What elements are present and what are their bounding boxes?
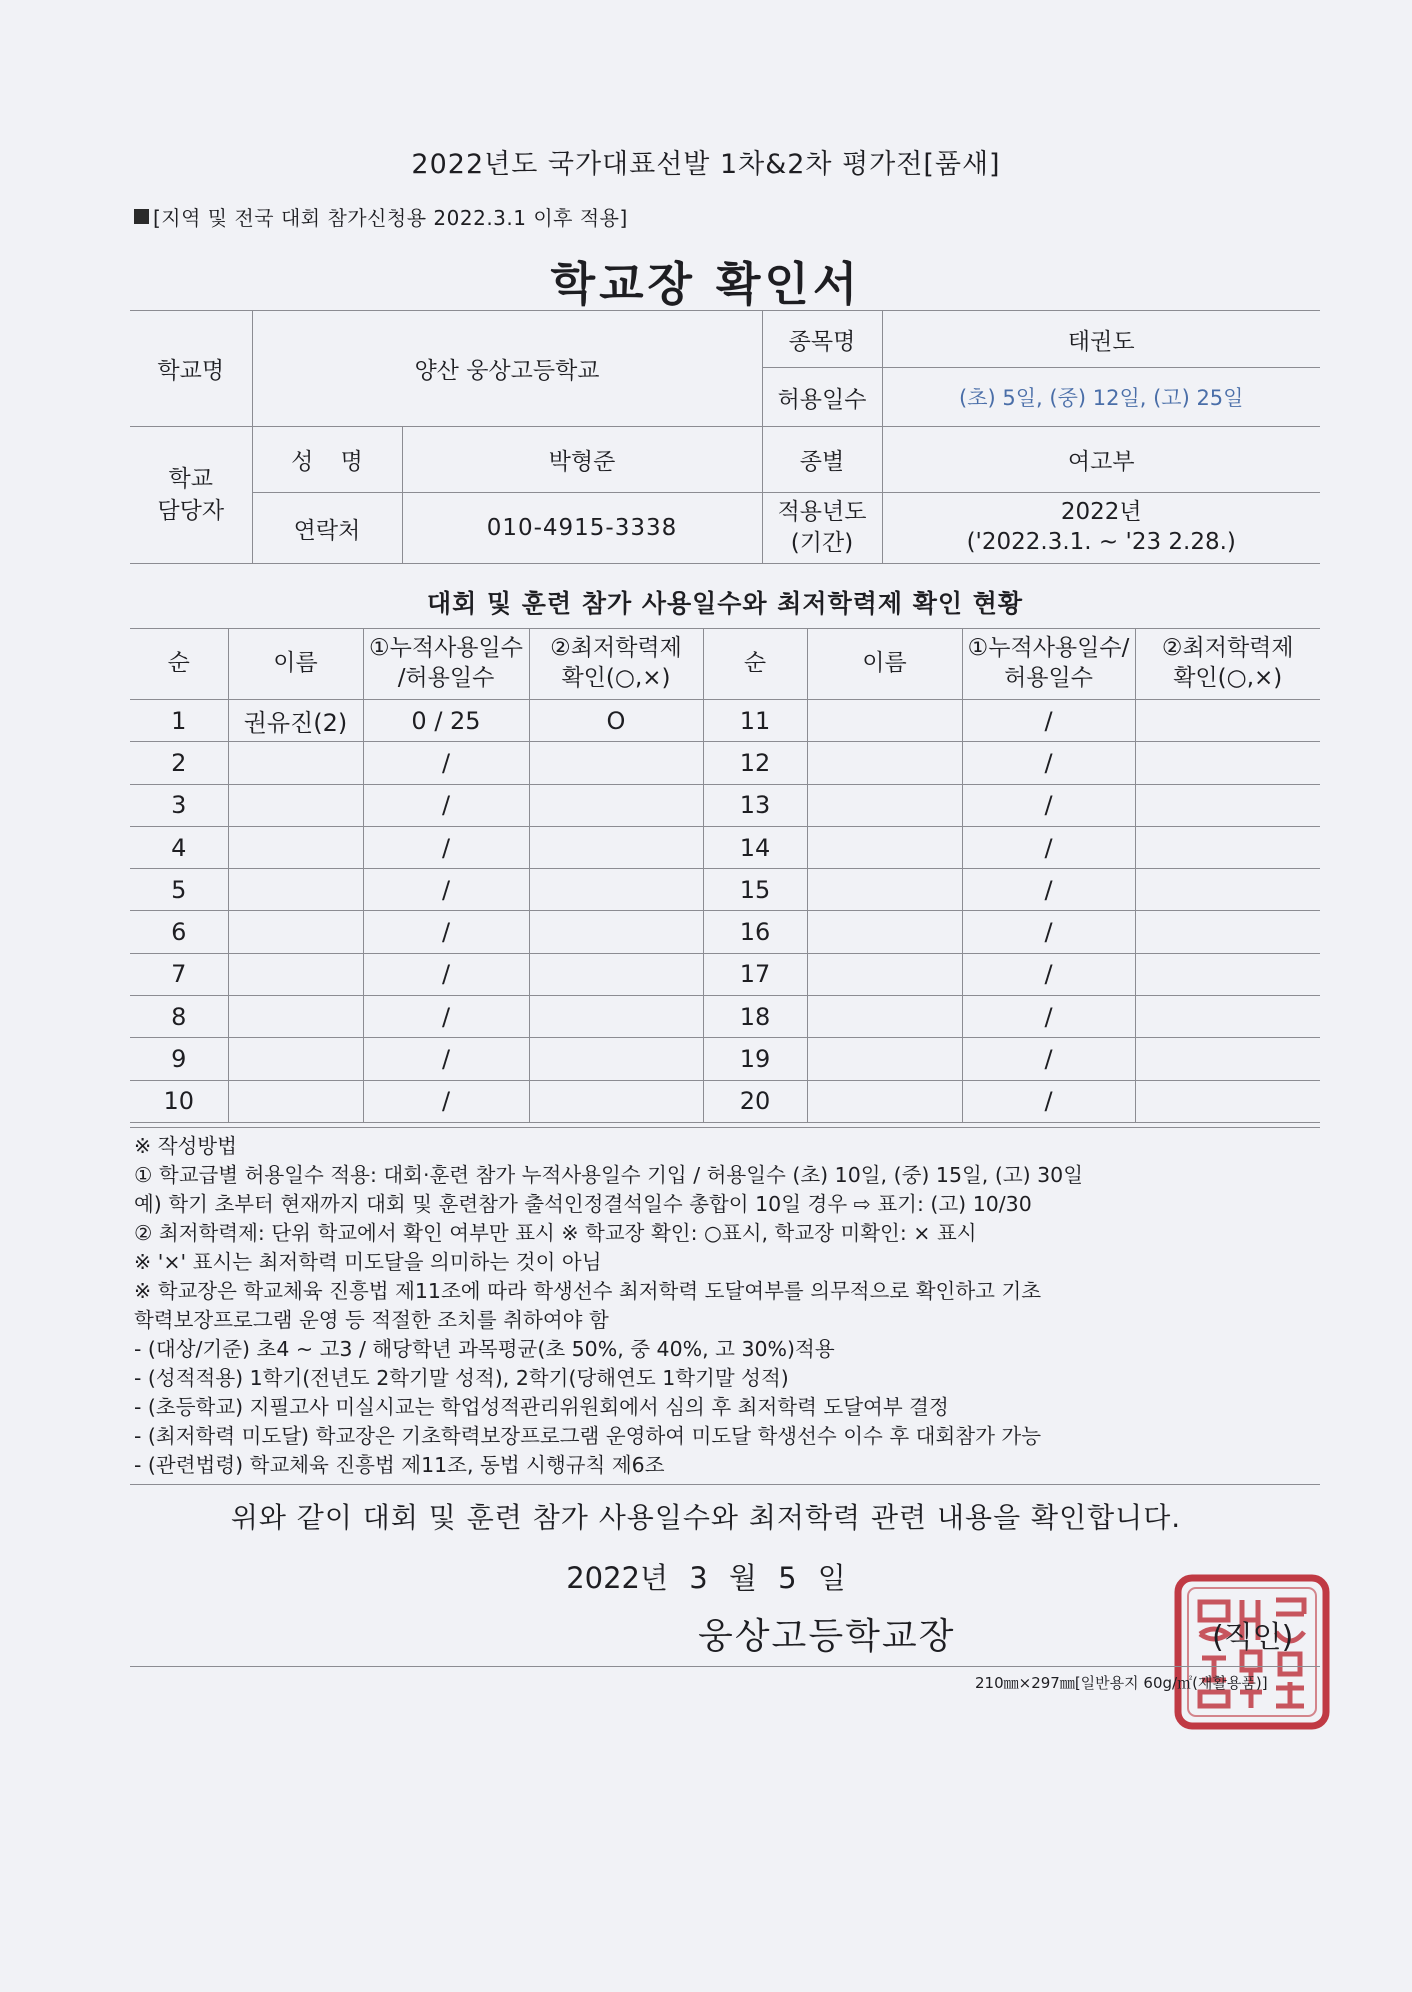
- roster-cell-no: 10: [130, 1080, 228, 1122]
- document-title: 학교장 확인서: [550, 257, 862, 311]
- roster-cell-no2: 13: [703, 784, 807, 826]
- roster-cell-name2: [807, 700, 962, 742]
- info-table: [130, 310, 1320, 564]
- table-row: [130, 1038, 1320, 1080]
- table-row: [130, 742, 1320, 784]
- table-row: [130, 953, 1320, 995]
- manager-label: 학교 담당자: [130, 427, 252, 564]
- roster-cell-no2: 18: [703, 996, 807, 1038]
- roster-cell-name2: [807, 826, 962, 868]
- roster-cell-check: [529, 1080, 703, 1122]
- roster-cell-name2: [807, 953, 962, 995]
- roster-cell-days2: /: [962, 826, 1135, 868]
- roster-cell-check2: [1135, 996, 1320, 1038]
- roster-cell-check2: [1135, 826, 1320, 868]
- roster-cell-days: /: [363, 953, 529, 995]
- roster-cell-name2: [807, 996, 962, 1038]
- roster-cell-no: 9: [130, 1038, 228, 1080]
- paper-size-note: 210㎜×297㎜[일반용지 60g/㎡(재활용품)]: [975, 1674, 1268, 1692]
- roster-cell-check: [529, 996, 703, 1038]
- roster-cell-name: [228, 996, 363, 1038]
- note-line: - (최저학력 미도달) 학교장은 기초학력보장프로그램 운영하여 미도달 학생선수 이수 후 대회참가 가능: [134, 1424, 1041, 1448]
- roster-cell-no2: 15: [703, 869, 807, 911]
- roster-cell-name: [228, 1080, 363, 1122]
- roster-cell-days: 0 / 25: [363, 700, 529, 742]
- roster-cell-check2: [1135, 869, 1320, 911]
- apply-year-cell: [882, 493, 1320, 564]
- school-name-label: 학교명: [130, 311, 252, 427]
- roster-table: [130, 628, 1320, 1123]
- roster-cell-days: /: [363, 742, 529, 784]
- issue-date: 2022년 3 월 5 일: [566, 1561, 846, 1595]
- roster-cell-days2: /: [962, 1080, 1135, 1122]
- note-line: - (성적적용) 1학기(전년도 2학기말 성적), 2학기(당해연도 1학기말 성적): [134, 1366, 789, 1390]
- roster-cell-check: [529, 869, 703, 911]
- signer-name: 웅상고등학교장: [698, 1616, 956, 1657]
- table-row: [130, 1080, 1320, 1122]
- col-check: ②최저학력제 확인(○,×): [529, 629, 703, 700]
- contact-label: 연락처: [252, 493, 402, 564]
- roster-cell-name2: [807, 1080, 962, 1122]
- roster-cell-days: /: [363, 1038, 529, 1080]
- roster-cell-no: 4: [130, 826, 228, 868]
- table-row: [130, 784, 1320, 826]
- roster-cell-name2: [807, 1038, 962, 1080]
- notice-line: [134, 202, 628, 231]
- roster-cell-check: [529, 1038, 703, 1080]
- roster-cell-no: 1: [130, 700, 228, 742]
- category-value: 여고부: [882, 427, 1320, 493]
- table-row: [130, 700, 1320, 742]
- roster-cell-days2: /: [962, 700, 1135, 742]
- apply-year-period: ('2022.3.1. ~ '23 2.28.): [966, 529, 1236, 555]
- col-no: 순: [130, 629, 228, 700]
- roster-cell-name: [228, 911, 363, 953]
- note-line: 학력보장프로그램 운영 등 적절한 조치를 취하여야 함: [134, 1308, 609, 1332]
- contact-value: 010-4915-3338: [402, 493, 762, 564]
- note-line: 예) 학기 초부터 현재까지 대회 및 훈련참가 출석인정결석일수 총합이 10일 경우 ⇨ 표기: (고) 10/30: [134, 1192, 1032, 1216]
- header-title: 2022년도 국가대표선발 1차&2차 평가전[품새]: [411, 149, 1001, 180]
- roster-cell-name: [228, 1038, 363, 1080]
- col-name: 이름: [228, 629, 363, 700]
- note-line: - (관련법령) 학교체육 진흥법 제11조, 동법 시행규칙 제6조: [134, 1453, 665, 1477]
- event-label: 종목명: [762, 311, 882, 368]
- roster-cell-no2: 17: [703, 953, 807, 995]
- note-line: - (초등학교) 지필고사 미실시교는 학업성적관리위원회에서 심의 후 최저학력 도달여부 결정: [134, 1395, 949, 1419]
- manager-name-value: 박형준: [402, 427, 762, 493]
- note-line: ② 최저학력제: 단위 학교에서 확인 여부만 표시 ※ 학교장 확인: ○표시, 학교장 미확인: × 표시: [134, 1221, 977, 1245]
- roster-cell-days2: /: [962, 911, 1135, 953]
- roster-cell-check2: [1135, 742, 1320, 784]
- roster-cell-name2: [807, 784, 962, 826]
- roster-cell-no2: 16: [703, 911, 807, 953]
- roster-cell-days: /: [363, 826, 529, 868]
- roster-cell-days2: /: [962, 869, 1135, 911]
- col-name-2: 이름: [807, 629, 962, 700]
- roster-cell-no2: 19: [703, 1038, 807, 1080]
- note-line: ※ '×' 표시는 최저학력 미도달을 의미하는 것이 아님: [134, 1250, 602, 1274]
- roster-body: [130, 700, 1320, 1123]
- roster-cell-days: /: [363, 869, 529, 911]
- roster-cell-days: /: [363, 1080, 529, 1122]
- school-name-value: 양산 웅상고등학교: [252, 311, 762, 427]
- note-line: ① 학교급별 허용일수 적용: 대회·훈련 참가 누적사용일수 기입 / 허용일수 (초) 10일, (중) 15일, (고) 30일: [134, 1163, 1084, 1187]
- roster-cell-days2: /: [962, 996, 1135, 1038]
- roster-cell-check2: [1135, 1080, 1320, 1122]
- roster-cell-name: [228, 953, 363, 995]
- section-title: 대회 및 훈련 참가 사용일수와 최저학력제 확인 현황: [426, 589, 1024, 618]
- roster-cell-check2: [1135, 953, 1320, 995]
- col-no-2: 순: [703, 629, 807, 700]
- roster-cell-check2: [1135, 700, 1320, 742]
- roster-cell-check2: [1135, 1038, 1320, 1080]
- roster-cell-name: [228, 742, 363, 784]
- col-days-2: ①누적사용일수/ 허용일수: [962, 629, 1135, 700]
- roster-cell-no: 3: [130, 784, 228, 826]
- roster-cell-no2: 14: [703, 826, 807, 868]
- roster-cell-name2: [807, 911, 962, 953]
- manager-name-label: 성 명: [252, 427, 402, 493]
- roster-cell-check2: [1135, 911, 1320, 953]
- roster-cell-no2: 11: [703, 700, 807, 742]
- table-row: [130, 996, 1320, 1038]
- roster-cell-days: /: [363, 996, 529, 1038]
- roster-cell-no: 5: [130, 869, 228, 911]
- roster-cell-check2: [1135, 784, 1320, 826]
- divider: [130, 1127, 1320, 1128]
- roster-cell-days2: /: [962, 742, 1135, 784]
- roster-cell-days: /: [363, 911, 529, 953]
- note-line: ※ 학교장은 학교체육 진흥법 제11조에 따라 학생선수 최저학력 도달여부를 의무적으로 확인하고 기초: [134, 1279, 1042, 1303]
- roster-cell-name2: [807, 742, 962, 784]
- roster-cell-no: 8: [130, 996, 228, 1038]
- roster-cell-no: 2: [130, 742, 228, 784]
- roster-cell-name2: [807, 869, 962, 911]
- event-value: 태권도: [882, 311, 1320, 368]
- divider: [130, 1666, 1320, 1667]
- square-bullet-icon: [134, 209, 149, 224]
- table-row: [130, 911, 1320, 953]
- roster-cell-no2: 12: [703, 742, 807, 784]
- allowed-days-label: 허용일수: [762, 368, 882, 427]
- roster-cell-name: [228, 784, 363, 826]
- roster-cell-check: [529, 826, 703, 868]
- roster-cell-days2: /: [962, 1038, 1135, 1080]
- apply-year-value: 2022년: [1060, 499, 1142, 526]
- roster-cell-check: [529, 742, 703, 784]
- roster-cell-name: [228, 826, 363, 868]
- divider: [130, 1484, 1320, 1485]
- roster-cell-check: O: [529, 700, 703, 742]
- apply-year-label: 적용년도 (기간): [762, 493, 882, 564]
- roster-cell-days2: /: [962, 953, 1135, 995]
- col-check-2: ②최저학력제 확인(○,×): [1135, 629, 1320, 700]
- roster-cell-name: 권유진(2): [228, 700, 363, 742]
- roster-cell-no: 7: [130, 953, 228, 995]
- roster-cell-no2: 20: [703, 1080, 807, 1122]
- notice-text: [지역 및 전국 대회 참가신청용 2022.3.1 이후 적용]: [153, 206, 628, 230]
- allowed-days-value: (초) 5일, (중) 12일, (고) 25일: [882, 368, 1320, 427]
- roster-cell-no: 6: [130, 911, 228, 953]
- roster-cell-days2: /: [962, 784, 1135, 826]
- roster-cell-check: [529, 784, 703, 826]
- seal-label: (직인): [1212, 1620, 1294, 1655]
- note-line: ※ 작성방법: [134, 1134, 237, 1158]
- roster-cell-check: [529, 953, 703, 995]
- category-label: 종별: [762, 427, 882, 493]
- note-line: - (대상/기준) 초4 ~ 고3 / 해당학년 과목평균(초 50%, 중 40%, 고 30%)적용: [134, 1337, 835, 1361]
- roster-cell-days: /: [363, 784, 529, 826]
- table-row: [130, 869, 1320, 911]
- col-days: ①누적사용일수 /허용일수: [363, 629, 529, 700]
- roster-cell-check: [529, 911, 703, 953]
- table-row: [130, 826, 1320, 868]
- confirm-text: 위와 같이 대회 및 훈련 참가 사용일수와 최저학력 관련 내용을 확인합니다.: [230, 1501, 1182, 1534]
- notes: [134, 1132, 1324, 1480]
- roster-cell-name: [228, 869, 363, 911]
